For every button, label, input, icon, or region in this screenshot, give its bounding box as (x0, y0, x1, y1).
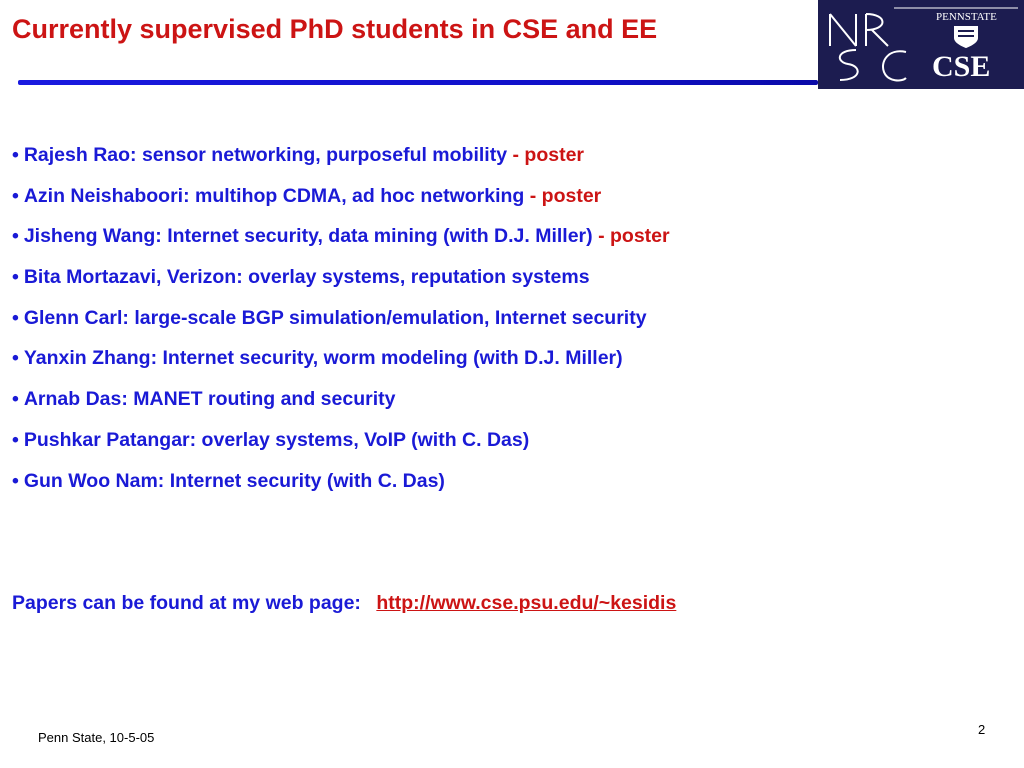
nsrc-pennstate-cse-logo (818, 0, 1024, 89)
university-wordmark: PENNSTATE (936, 11, 997, 23)
student-list (12, 141, 670, 507)
papers-line (12, 592, 676, 615)
poster-note (507, 144, 584, 166)
bullet-glyph: • (12, 144, 19, 166)
bullet-glyph: • (12, 306, 19, 329)
homepage-link[interactable]: http://www.cse.psu.edu/~kesidis (376, 592, 677, 614)
student-description: Glenn Carl: large-scale BGP simulation/emulation, Internet security (23, 306, 647, 329)
student-description: Jisheng Wang: Internet security, data mining (with D.J. Miller) (23, 225, 593, 248)
student-description: Rajesh Rao: sensor networking, purposeful mobility (23, 144, 508, 166)
bullet-glyph: • (12, 184, 19, 207)
bullet-glyph: • (12, 347, 19, 370)
bullet-glyph: • (12, 225, 19, 248)
bullet-glyph: • (12, 428, 19, 451)
title-divider (18, 80, 818, 85)
poster-separator: - (524, 184, 542, 207)
poster-separator: - (507, 144, 525, 166)
poster-note (593, 225, 670, 247)
poster-label: poster (610, 225, 670, 248)
student-item (12, 141, 670, 182)
bullet-glyph: • (12, 266, 19, 289)
page-number: 2 (978, 722, 986, 737)
student-item (12, 467, 670, 508)
student-item (12, 385, 670, 426)
poster-separator: - (592, 225, 610, 248)
bullet-glyph: • (12, 388, 19, 411)
student-description: Arnab Das: MANET routing and security (23, 388, 396, 411)
slide-title: Currently supervised PhD students in CSE and EE (12, 14, 658, 44)
shield-icon (954, 26, 978, 48)
student-description: Azin Neishaboori: multihop CDMA, ad hoc networking (23, 184, 525, 207)
student-item (12, 426, 670, 467)
student-item (12, 344, 670, 385)
papers-label: Papers can be found at my web page: (12, 592, 361, 614)
bullet-glyph: • (12, 469, 19, 492)
student-item (12, 304, 670, 345)
poster-label: poster (524, 144, 585, 166)
poster-label: poster (541, 184, 602, 207)
student-item (12, 222, 670, 263)
logo (818, 0, 1024, 89)
student-description: Gun Woo Nam: Internet security (with C. Das) (23, 469, 445, 492)
footer-date: Penn State, 10-5-05 (38, 730, 155, 745)
student-description: Bita Mortazavi, Verizon: overlay systems, reputation systems (23, 266, 590, 289)
student-item (12, 182, 670, 223)
dept-wordmark: CSE (932, 50, 991, 83)
poster-note (524, 185, 601, 207)
student-description: Pushkar Patangar: overlay systems, VoIP (with C. Das) (23, 428, 530, 451)
student-description: Yanxin Zhang: Internet security, worm modeling (with D.J. Miller) (23, 347, 623, 370)
student-item (12, 263, 670, 304)
